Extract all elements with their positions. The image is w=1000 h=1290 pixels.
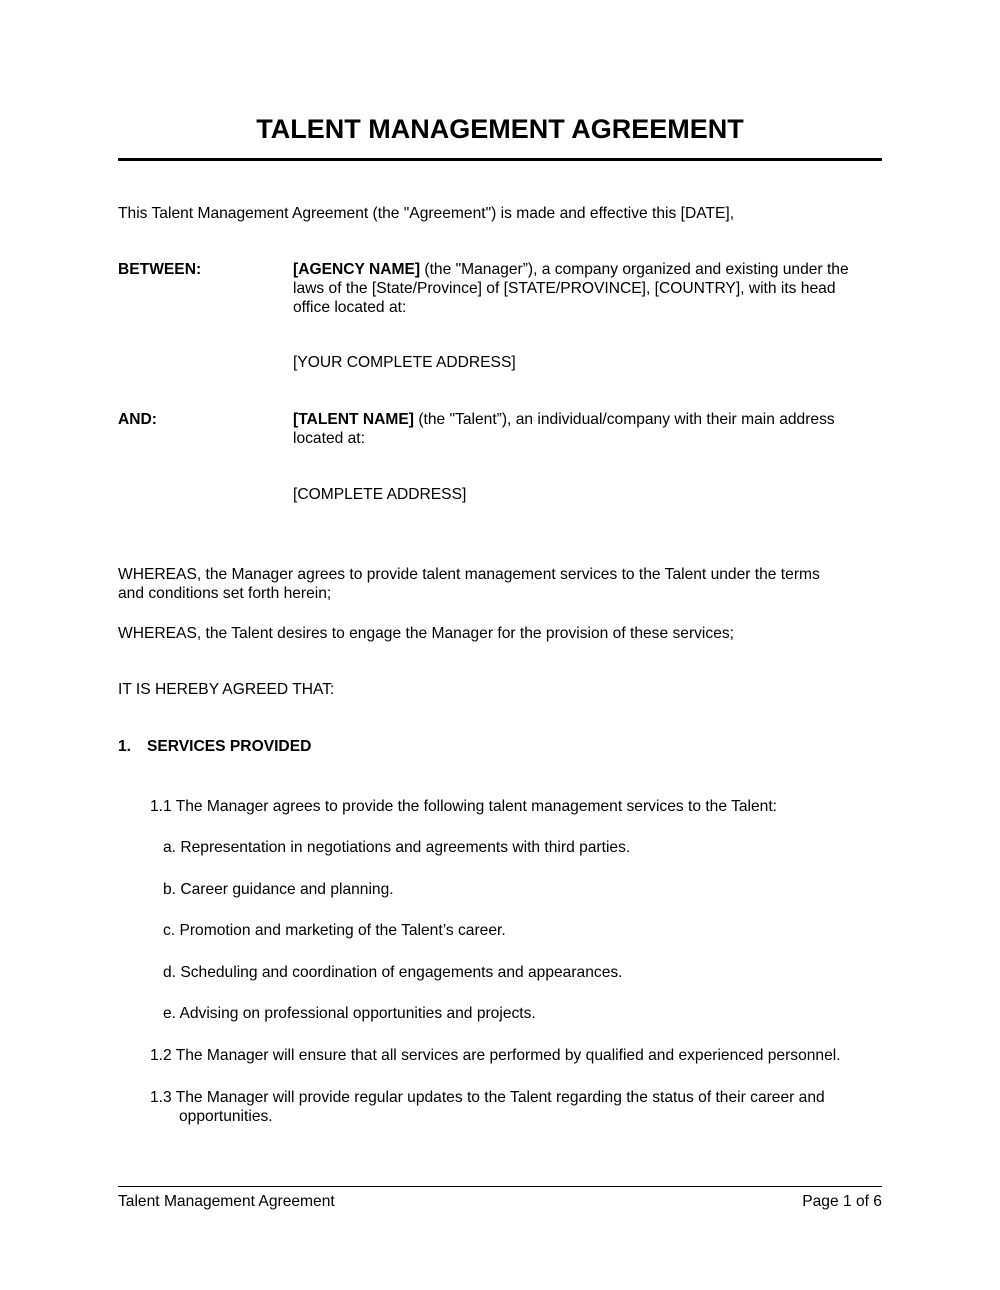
footer-divider — [118, 1186, 882, 1187]
and-label: AND: — [118, 411, 157, 428]
and-line1: (the "Talent”), an individual/company with their main address — [413, 411, 835, 428]
agency-name: [AGENCY NAME] — [293, 261, 421, 278]
footer-title: Talent Management Agreement — [118, 1193, 335, 1210]
and-line2: located at: — [293, 430, 365, 447]
list-item: e. Advising on professional opportunities and projects. — [163, 1005, 536, 1022]
talent-name: [TALENT NAME] — [293, 411, 414, 428]
title-divider — [118, 158, 882, 161]
between-party-text — [293, 260, 893, 317]
clause-1-1: 1.1 The Manager agrees to provide the following talent management services to the Talent: — [150, 798, 778, 815]
between-label: BETWEEN: — [118, 261, 202, 278]
list-item: d. Scheduling and coordination of engagements and appearances. — [163, 964, 623, 981]
recital-2: WHEREAS, the Talent desires to engage the Manager for the provision of these services; — [118, 625, 734, 642]
section-heading: SERVICES PROVIDED — [147, 738, 312, 755]
section-number: 1. — [118, 738, 132, 755]
between-line1: (the "Manager”), a company organized and existing under the — [420, 261, 849, 278]
document-title: TALENT MANAGEMENT AGREEMENT — [256, 114, 744, 144]
list-item: c. Promotion and marketing of the Talent’s career. — [163, 922, 506, 939]
agreed-statement: IT IS HEREBY AGREED THAT: — [118, 681, 335, 698]
between-line2: laws of the [State/Province] of [STATE/PROVINCE], [COUNTRY], with its head — [293, 280, 836, 297]
recital-1-line1: WHEREAS, the Manager agrees to provide talent management services to the Talent under the terms — [118, 566, 820, 583]
talent-address: [COMPLETE ADDRESS] — [293, 486, 467, 503]
page-number: Page 1 of 6 — [802, 1193, 882, 1210]
intro-paragraph: This Talent Management Agreement (the "Agreement") is made and effective this [DATE], — [118, 205, 735, 222]
clause-1-3-continuation: opportunities. — [179, 1108, 273, 1125]
list-item: b. Career guidance and planning. — [163, 881, 394, 898]
recital-1-line2: and conditions set forth herein; — [118, 585, 332, 602]
between-line3: office located at: — [293, 299, 407, 316]
list-item: a. Representation in negotiations and agreements with third parties. — [163, 839, 631, 856]
and-party-text — [293, 410, 893, 448]
agency-address: [YOUR COMPLETE ADDRESS] — [293, 354, 516, 371]
recital-1 — [118, 565, 898, 603]
clause-1-3: 1.3 The Manager will provide regular updates to the Talent regarding the status of their career and — [150, 1089, 825, 1106]
clause-1-2: 1.2 The Manager will ensure that all services are performed by qualified and experienced personnel. — [150, 1047, 841, 1064]
